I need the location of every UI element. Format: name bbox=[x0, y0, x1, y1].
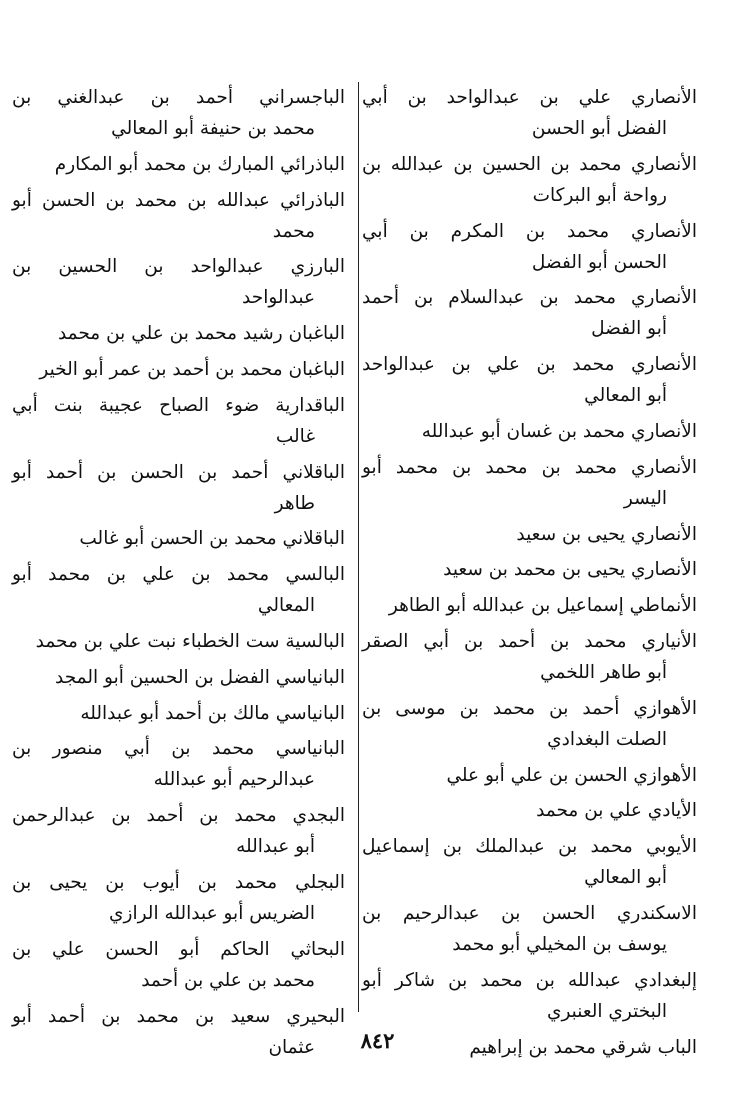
index-entry bbox=[362, 590, 697, 621]
entry-continuation: عثمان bbox=[268, 1036, 315, 1058]
entry-continuation: محمد بن علي بن أحمد bbox=[141, 969, 315, 991]
entry-continuation: أبو المعالي bbox=[584, 385, 667, 407]
entry-first-line: الأنصاري يحيى بن محمد بن سعيد bbox=[443, 559, 697, 581]
entry-first-line: الباذرائي المبارك بن محمد أبو المكارم bbox=[54, 153, 345, 175]
entry-first-line: الأنصاري محمد بن غسان أبو عبدالله bbox=[421, 420, 697, 442]
column-divider bbox=[358, 82, 359, 1012]
entry-first-line: الباب شرقي محمد بن إبراهيم bbox=[469, 1036, 697, 1058]
index-entry bbox=[12, 867, 345, 929]
page-number: ٨٤٢ bbox=[360, 1028, 395, 1053]
index-entry bbox=[12, 251, 345, 313]
index-entry bbox=[12, 185, 345, 247]
entry-continuation: الصلت البغدادي bbox=[547, 728, 667, 750]
entry-continuation: عبدالرحيم أبو عبدالله bbox=[153, 769, 315, 791]
index-entry bbox=[362, 452, 697, 514]
index-entry bbox=[12, 934, 345, 996]
entry-first-line: البانياسي مالك بن أحمد أبو عبدالله bbox=[80, 702, 345, 724]
index-entry bbox=[12, 354, 345, 385]
index-entry bbox=[362, 795, 697, 826]
entry-continuation: أبو الفضل bbox=[591, 318, 667, 340]
entry-continuation: الحسن أبو الفضل bbox=[531, 251, 667, 273]
index-entry bbox=[362, 216, 697, 278]
entry-continuation: أبو عبدالله bbox=[236, 836, 315, 858]
index-entry bbox=[12, 662, 345, 693]
entry-first-line: البانياسي محمد بن أبي منصور بن bbox=[12, 738, 345, 760]
entry-continuation: محمد bbox=[272, 220, 315, 242]
index-entry bbox=[362, 965, 697, 1027]
entry-continuation: رواحة أبو البركات bbox=[532, 184, 667, 206]
index-entry bbox=[362, 349, 697, 411]
entry-continuation: غالب bbox=[275, 425, 315, 447]
index-entry bbox=[12, 390, 345, 452]
entry-first-line: البحيري سعيد بن محمد بن أحمد أبو bbox=[12, 1005, 345, 1027]
entry-first-line: البالسية ست الخطباء نبت علي بن محمد bbox=[35, 630, 345, 652]
entry-first-line: الأيوبي محمد بن عبدالملك بن إسماعيل bbox=[362, 836, 697, 858]
entry-continuation: أبو المعالي bbox=[584, 867, 667, 889]
entry-first-line: الباقلاني أحمد بن الحسن بن أحمد أبو bbox=[12, 461, 345, 483]
entry-first-line: إلبغدادي عبدالله بن محمد بن شاكر أبو bbox=[362, 969, 697, 991]
entry-first-line: الأنصاري محمد بن علي بن عبدالواحد bbox=[362, 354, 697, 376]
index-entry bbox=[362, 693, 697, 755]
index-entry bbox=[362, 626, 697, 688]
index-column-left bbox=[12, 82, 345, 1067]
entry-first-line: الأيادي علي بن محمد bbox=[536, 800, 697, 822]
index-entry bbox=[12, 318, 345, 349]
entry-continuation: طاهر bbox=[274, 492, 315, 514]
index-entry bbox=[362, 760, 697, 791]
entry-first-line: البحاثي الحاكم أبو الحسن علي بن bbox=[12, 938, 345, 960]
entry-first-line: الأنصاري علي بن عبدالواحد بن أبي bbox=[362, 87, 697, 108]
index-entry bbox=[362, 554, 697, 585]
entry-continuation: المعالي bbox=[257, 595, 315, 617]
entry-first-line: الباقدارية ضوء الصباح عجيبة بنت أبي bbox=[12, 394, 345, 416]
entry-continuation: اليسر bbox=[623, 487, 667, 509]
entry-first-line: البجلي محمد بن أيوب بن يحيى بن bbox=[12, 871, 345, 893]
entry-first-line: الأنياري محمد بن أحمد بن أبي الصقر bbox=[362, 630, 697, 652]
index-entry bbox=[12, 149, 345, 180]
index-entry bbox=[12, 523, 345, 554]
index-entry bbox=[12, 698, 345, 729]
entry-first-line: الأنصاري يحيى بن سعيد bbox=[516, 523, 697, 545]
entry-continuation: الضريس أبو عبدالله الرازي bbox=[109, 902, 315, 924]
entry-first-line: الأهوازي الحسن بن علي أبو علي bbox=[446, 764, 697, 786]
entry-first-line: الأنماطي إسماعيل بن عبدالله أبو الطاهر bbox=[388, 595, 697, 617]
entry-continuation: يوسف بن المخيلي أبو محمد bbox=[452, 933, 667, 955]
entry-first-line: البارزي عبدالواحد بن الحسين بن bbox=[12, 256, 345, 278]
index-entry bbox=[12, 559, 345, 621]
entry-first-line: الباذرائي عبدالله بن محمد بن الحسن أبو bbox=[12, 189, 345, 211]
entry-continuation: محمد بن حنيفة أبو المعالي bbox=[111, 118, 315, 139]
entry-first-line: الباقلاني محمد بن الحسن أبو غالب bbox=[79, 528, 345, 550]
index-entry bbox=[362, 82, 697, 144]
entry-first-line: البالسي محمد بن علي بن محمد أبو bbox=[12, 564, 345, 586]
entry-first-line: الأنصاري محمد بن الحسين بن عبدالله بن bbox=[362, 153, 697, 175]
entry-first-line: الاسكندري الحسن بن عبدالرحيم بن bbox=[362, 902, 697, 924]
entry-first-line: الأهوازي أحمد بن محمد بن موسى بن bbox=[362, 697, 697, 719]
index-entry bbox=[362, 149, 697, 211]
entry-first-line: البجدي محمد بن أحمد بن عبدالرحمن bbox=[12, 805, 345, 827]
entry-continuation: عبدالواحد bbox=[242, 287, 315, 309]
index-entry bbox=[362, 519, 697, 550]
entry-continuation: البختري العنبري bbox=[546, 1000, 667, 1022]
entry-first-line: الباغبان محمد بن أحمد بن عمر أبو الخير bbox=[39, 358, 345, 380]
index-entry bbox=[12, 626, 345, 657]
index-entry bbox=[12, 82, 345, 144]
index-column-right bbox=[362, 82, 697, 1067]
index-entry bbox=[362, 416, 697, 447]
index-entry bbox=[12, 733, 345, 795]
index-entry bbox=[362, 831, 697, 893]
entry-continuation: أبو طاهر اللخمي bbox=[540, 661, 667, 683]
entry-first-line: الباغبان رشيد محمد بن علي بن محمد bbox=[57, 323, 345, 345]
index-entry bbox=[12, 457, 345, 519]
entry-first-line: البانياسي الفضل بن الحسين أبو المجد bbox=[55, 666, 345, 688]
entry-first-line: الأنصاري محمد بن المكرم بن أبي bbox=[362, 220, 697, 242]
entry-first-line: الأنصاري محمد بن محمد بن محمد أبو bbox=[362, 456, 697, 478]
entry-first-line: الباجسراني أحمد بن عبدالغني بن bbox=[12, 87, 345, 108]
entry-continuation: الفضل أبو الحسن bbox=[531, 118, 667, 139]
index-entry bbox=[362, 898, 697, 960]
index-entry bbox=[12, 800, 345, 862]
index-entry bbox=[362, 282, 697, 344]
entry-first-line: الأنصاري محمد بن عبدالسلام بن أحمد bbox=[362, 287, 697, 309]
